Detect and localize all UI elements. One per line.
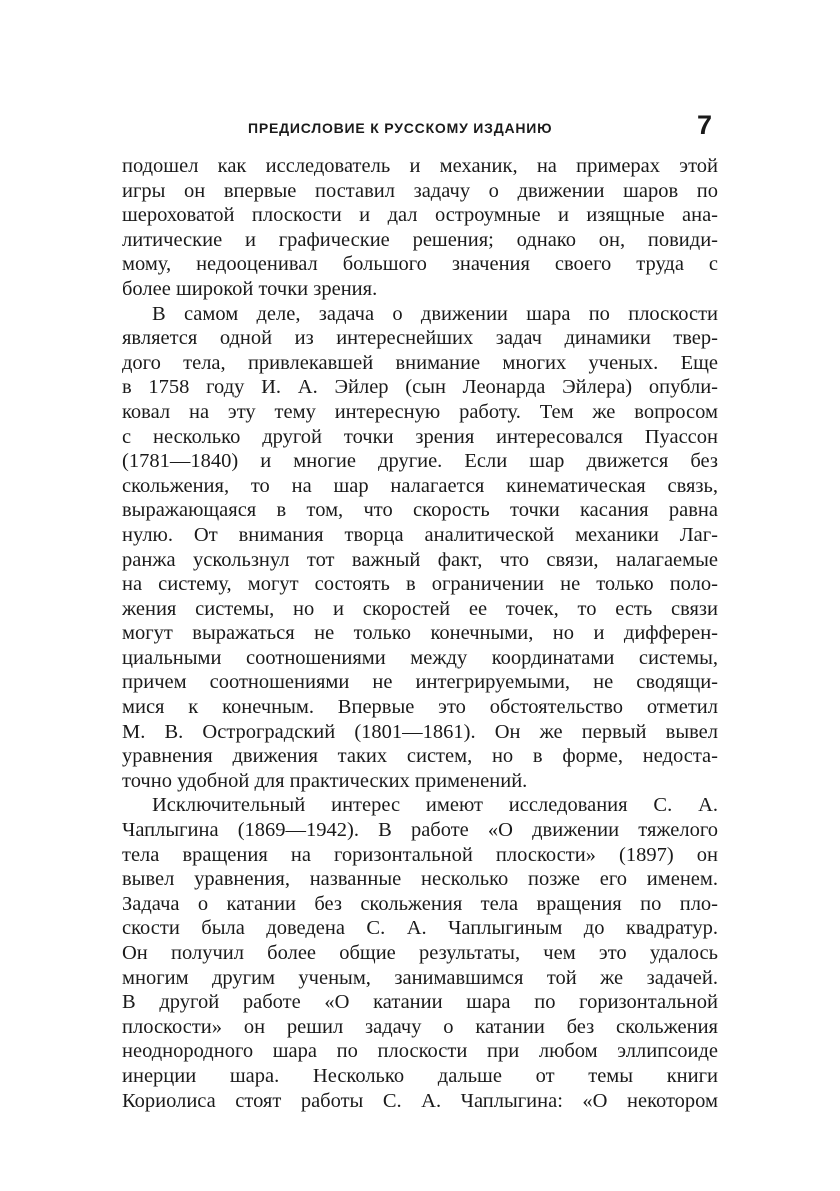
text-line: литические и графические решения; однако он, повиди- (122, 228, 718, 251)
text-line: подошел как исследователь и механик, на примерах этой (122, 155, 718, 177)
text-line: вывел уравнения, названные несколько позже его именем. (122, 868, 718, 891)
text-line: могут выражаться не только конечными, но и дифферен- (122, 622, 718, 645)
text-line: шероховатой плоскости и дал остроумные и изящные ана- (122, 204, 718, 227)
text-line: в 1758 году И. А. Эйлер (сын Леонарда Эйлера) опубли- (122, 376, 718, 399)
text-line: дого тела, привлекавшей внимание многих ученых. Еще (122, 351, 718, 374)
text-line: с несколько другой точки зрения интересовался Пуассон (122, 425, 718, 448)
page-number: 7 (696, 110, 712, 140)
text-line: нулю. От внимания творца аналитической механики Лаг- (122, 523, 718, 546)
text-line: является одной из интереснейших задач динамики твер- (122, 327, 718, 350)
paragraph-3 (122, 793, 718, 1113)
text-line: ковал на эту тему интересную работу. Тем же вопросом (122, 400, 718, 423)
text-line: причем соотношениями не интегрируемыми, не сводящи- (122, 671, 718, 694)
text-line: скости была доведена С. А. Чаплыгиным до квадратур. (122, 917, 718, 940)
text-line: уравнения движения таких систем, но в форме, недоста- (122, 745, 718, 768)
running-title: ПРЕДИСЛОВИЕ К РУССКОМУ ИЗДАНИЮ (248, 120, 553, 136)
text-line: Кориолиса стоят работы С. А. Чаплыгина: «О некотором (122, 1089, 718, 1112)
text-line: плоскости» он решил задачу о катании без скольжения (122, 1015, 718, 1038)
body-text (122, 154, 718, 1113)
text-line: В самом деле, задача о движении шара по плоскости (152, 302, 718, 325)
text-line: Чаплыгина (1869—1942). В работе «О движении тяжелого (122, 819, 718, 842)
paragraph-2 (122, 302, 718, 794)
text-line: игры он впервые поставил задачу о движении шаров по (122, 179, 718, 202)
text-line: Исключительный интерес имеют исследования С. А. (152, 794, 718, 817)
text-line: Он получил более общие результаты, чем это удалось (122, 942, 718, 964)
text-line: точно удобной для практических применений. (122, 769, 528, 792)
text-line: ранжа ускользнул тот важный факт, что связи, налагаемые (122, 548, 718, 571)
text-line: мися к конечным. Впервые это обстоятельство отметил (122, 696, 718, 719)
paragraph-1 (122, 154, 718, 302)
text-line: М. В. Остроградский (1801—1861). Он же первый вывел (122, 720, 718, 743)
text-line: на систему, могут состоять в ограничении не только поло- (122, 573, 718, 596)
text-line: мому, недооценивал большого значения своего труда с (122, 253, 718, 276)
text-line: Задача о катании без скольжения тела вращения по пло- (122, 892, 718, 915)
text-line: более широкой точки зрения. (122, 277, 378, 300)
text-line: В другой работе «О катании шара по горизонтальной (122, 991, 718, 1014)
text-line: жения системы, но и скоростей ее точек, то есть связи (122, 597, 718, 620)
running-head (122, 112, 718, 142)
text-line: скольжения, то на шар налагается кинематическая связь, (122, 474, 718, 497)
text-line: многим другим ученым, занимавшимся той же задачей. (122, 966, 718, 989)
text-line: выражающаяся в том, что скорость точки касания равна (122, 499, 718, 522)
text-line: неоднородного шара по плоскости при любом эллипсоиде (122, 1040, 718, 1063)
text-line: циальными соотношениями между координатами системы, (122, 646, 718, 669)
text-line: инерции шара. Несколько дальше от темы книги (122, 1064, 718, 1087)
text-line: (1781—1840) и многие другие. Если шар движется без (122, 450, 718, 473)
text-line: тела вращения на горизонтальной плоскости» (1897) он (122, 843, 718, 866)
